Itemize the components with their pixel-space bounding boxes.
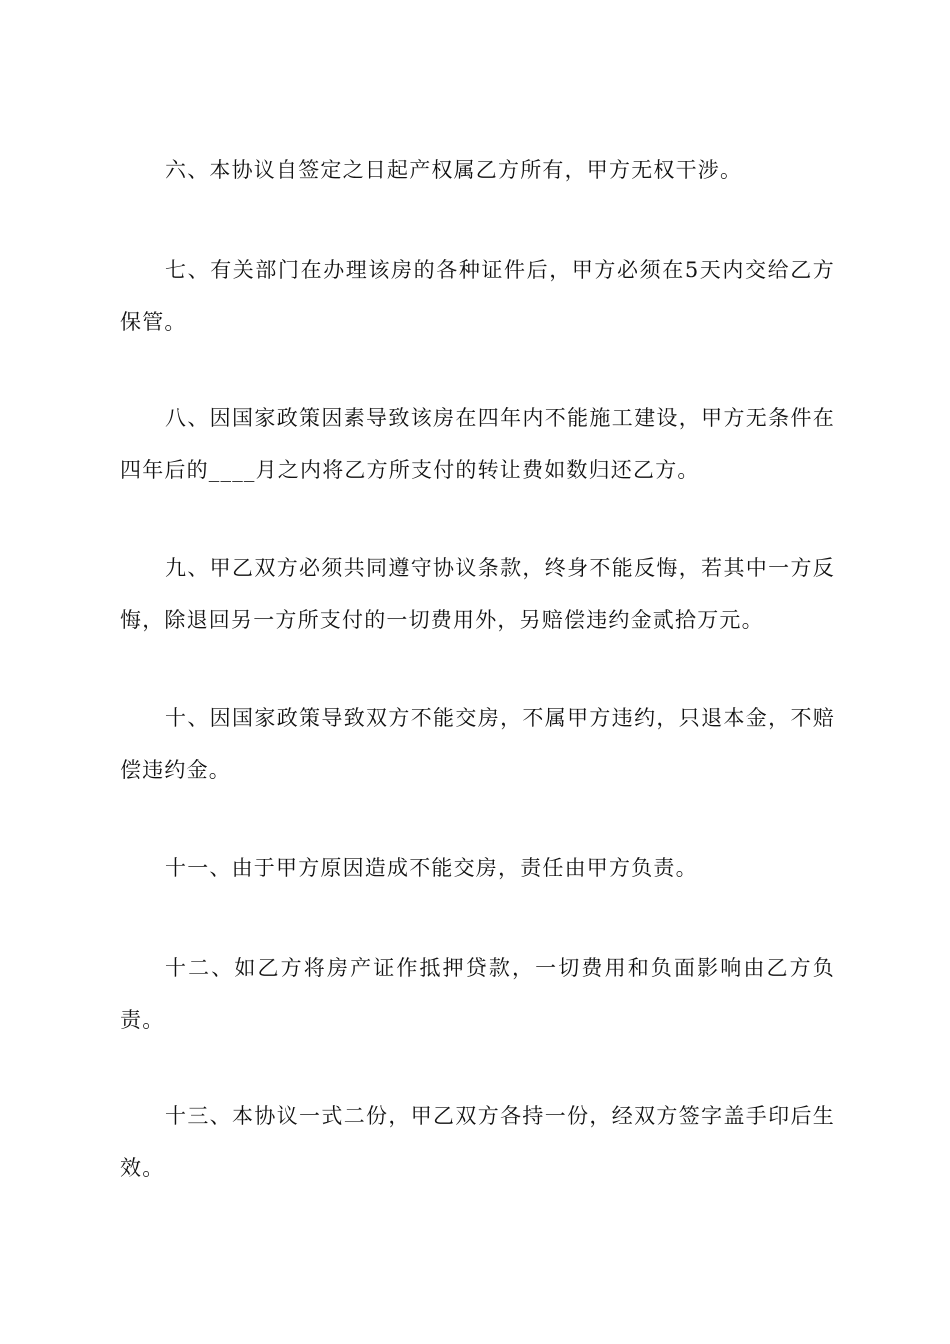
clause-8: 八、因国家政策因素导致该房在四年内不能施工建设，甲方无条件在四年后的____月之内将乙方所支付的转让费如数归还乙方。 [120, 406, 835, 482]
clause-7: 七、有关部门在办理该房的各种证件后，甲方必须在5天内交给乙方保管。 [120, 258, 835, 334]
clause-11: 十一、由于甲方原因造成不能交房，责任由甲方负责。 [165, 856, 698, 880]
clause-12: 十二、如乙方将房产证作抵押贷款，一切费用和负面影响由乙方负责。 [120, 956, 835, 1032]
clause-13: 十三、本协议一式二份，甲乙双方各持一份，经双方签字盖手印后生效。 [120, 1104, 835, 1180]
clause-6: 六、本协议自签定之日起产权属乙方所有，甲方无权干涉。 [165, 158, 743, 182]
clause-10: 十、因国家政策导致双方不能交房，不属甲方违约，只退本金，不赔偿违约金。 [120, 706, 835, 782]
clause-9: 九、甲乙双方必须共同遵守协议条款，终身不能反悔，若其中一方反悔，除退回另一方所支付的一切费用外，另赔偿违约金贰拾万元。 [120, 556, 835, 632]
